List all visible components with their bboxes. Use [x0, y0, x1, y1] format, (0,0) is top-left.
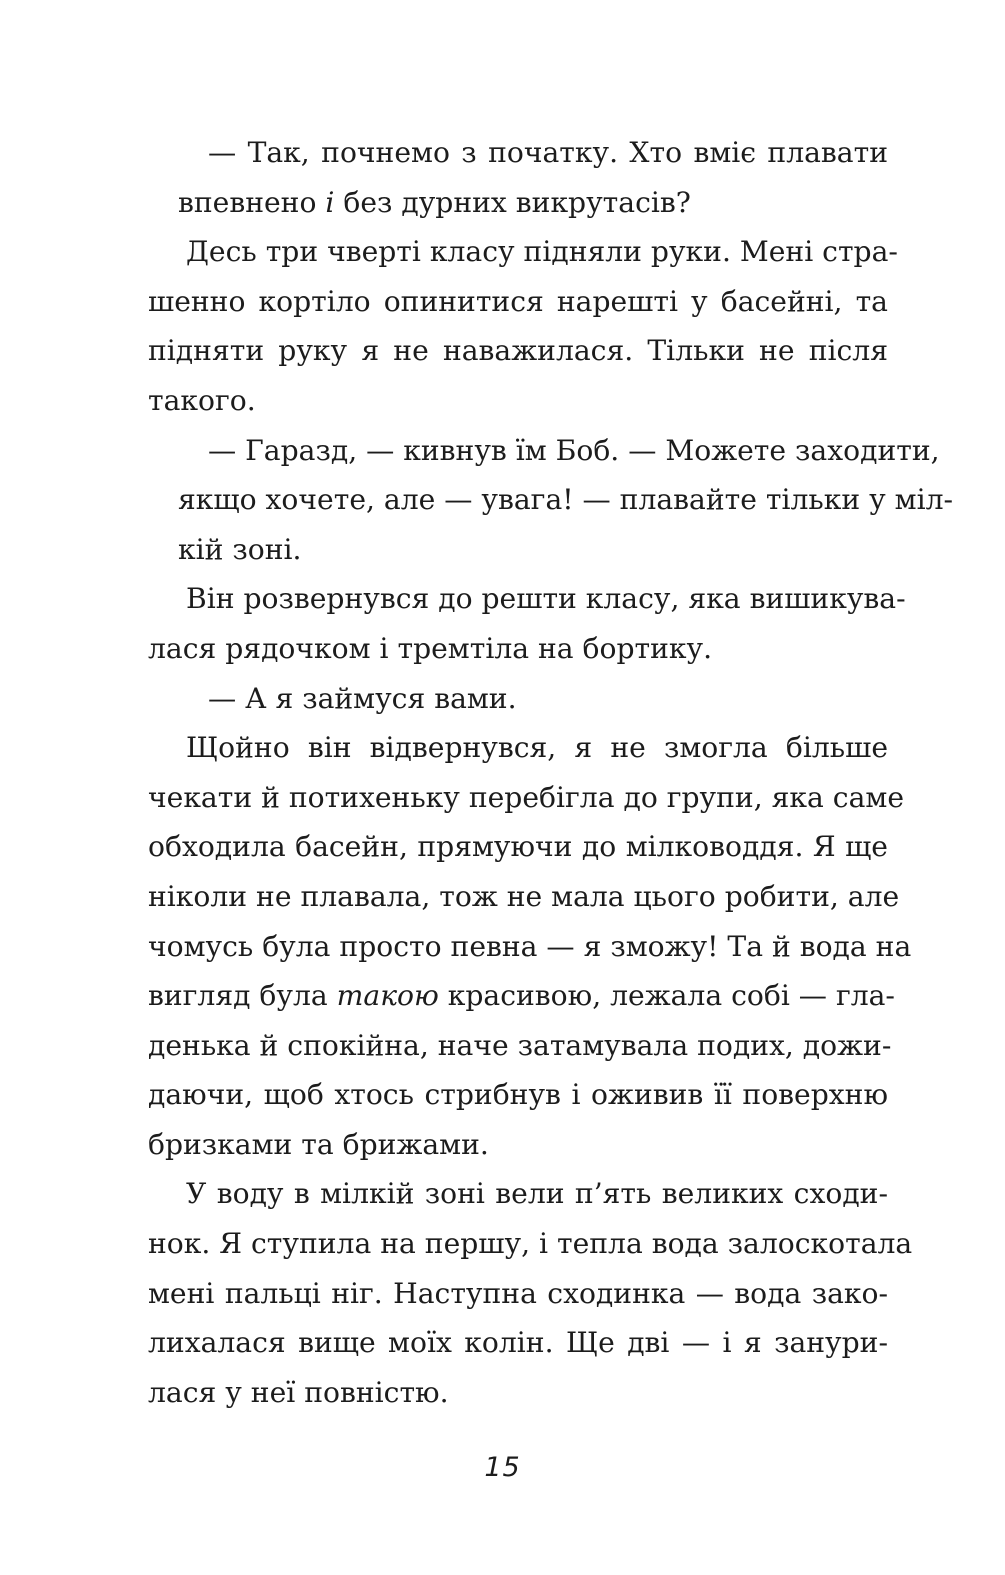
- text-line: Щойно він відвернувся, я не змогла більше: [186, 731, 888, 765]
- text-segment: без дурних викрутасів?: [334, 185, 691, 219]
- text-line: — А я займуся вами.: [208, 681, 517, 715]
- text-line: якщо хочете, але — увага! — плавайте тільки у міл-: [178, 483, 954, 517]
- text-line: лихалася вище моїх колін. Ще дві — і я занури-: [148, 1326, 888, 1360]
- text-line: чомусь була просто певна — я зможу! Та й вода на: [148, 929, 912, 963]
- text-line: чекати й потихеньку перебігла до групи, яка саме: [148, 780, 904, 814]
- italic-text: і: [325, 185, 335, 219]
- italic-text: такою: [336, 979, 439, 1013]
- text-line: [148, 178, 888, 228]
- text-line: кій зоні.: [178, 532, 302, 566]
- page-number: 15: [484, 1452, 521, 1483]
- text-paragraph: [148, 1169, 913, 1417]
- text-segment: красивою, лежала собі — гла-: [438, 979, 895, 1013]
- dialog-paragraph: [148, 128, 888, 227]
- text-line: — Гаразд, — кивнув їм Боб. — Можете заходити,: [208, 433, 940, 467]
- text-line: нок. Я ступила на першу, і тепла вода залоскотала: [148, 1227, 913, 1261]
- text-paragraph: [148, 574, 906, 673]
- text-line: Він розвернувся до решти класу, яка вишикува-: [186, 582, 906, 616]
- text-line: мені пальці ніг. Наступна сходинка — вода зако-: [148, 1276, 888, 1310]
- text-line: підняти руку я не наважилася. Тільки не після: [148, 334, 888, 368]
- text-line: ніколи не плавала, тож не мала цього робити, але: [148, 879, 900, 913]
- text-segment: вигляд була: [148, 979, 337, 1013]
- text-line: обходила басейн, прямуючи до мілководдя. Я ще: [148, 830, 888, 864]
- text-line: бризками та брижами.: [148, 1127, 489, 1161]
- text-line: лася у неї повністю.: [148, 1375, 449, 1409]
- text-segment: впевнено: [178, 185, 326, 219]
- text-line: У воду в мілкій зоні вели п’ять великих сходи-: [186, 1177, 888, 1211]
- dialog-paragraph: [148, 674, 888, 724]
- page-text: [148, 128, 954, 1417]
- text-paragraph: [148, 227, 898, 425]
- text-line: даючи, щоб хтось стрибнув і оживив її поверхню: [148, 1078, 888, 1112]
- text-line: лася рядочком і тремтіла на бортику.: [148, 631, 713, 665]
- text-line: Десь три чверті класу підняли руки. Мені стра-: [186, 235, 898, 269]
- text-line: шенно кортіло опинитися нарешті у басейні, та: [148, 284, 888, 318]
- text-line: — Так, почнемо з початку. Хто вміє плавати: [208, 136, 888, 169]
- text-paragraph: [148, 723, 912, 1169]
- dialog-paragraph: [148, 426, 954, 575]
- text-line: такого.: [148, 383, 256, 417]
- text-line: денька й спокійна, наче затамувала подих, дожи-: [148, 1028, 892, 1062]
- text-line: [148, 971, 895, 1021]
